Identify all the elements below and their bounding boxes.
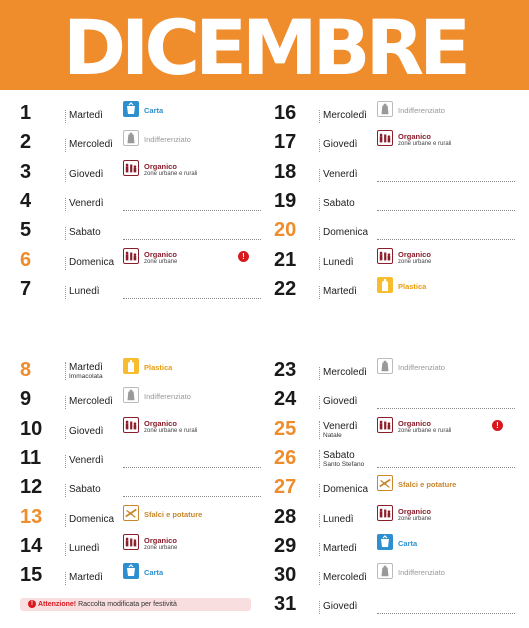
weekday-label: Martedì — [69, 110, 103, 121]
weekday-name — [319, 169, 357, 182]
month-title: DICEMBRE — [62, 3, 467, 90]
waste-type-label: Indifferenziato — [398, 363, 445, 372]
day-number: 1 — [20, 102, 32, 124]
day-row — [274, 99, 524, 128]
day-row — [20, 385, 270, 414]
trash-bag-icon — [123, 130, 139, 146]
day-row — [274, 561, 524, 590]
weekday-label: Sabato — [323, 197, 355, 209]
weekday-label: Lunedì — [69, 285, 100, 297]
day-row — [274, 532, 524, 561]
waste-type-label: Organico — [144, 418, 177, 428]
trash-bag-icon — [377, 358, 393, 374]
weekday-label: Lunedì — [69, 542, 100, 554]
trash-bag-icon — [377, 101, 393, 117]
day-row — [20, 187, 270, 216]
weekday-label: Giovedì — [69, 425, 104, 437]
day-number: 24 — [274, 388, 297, 411]
weekday-name — [319, 543, 357, 556]
day-row — [20, 99, 270, 128]
day-number: 30 — [274, 564, 297, 587]
day-number: 8 — [20, 359, 32, 381]
organic-bin-icon — [123, 160, 139, 176]
week-column-dec-1-7 — [20, 99, 270, 309]
day-row — [274, 503, 524, 532]
organic-bin-icon — [123, 534, 139, 550]
paper-bin-icon — [377, 534, 393, 550]
day-number: 31 — [274, 593, 297, 616]
organic-bin-icon — [377, 505, 393, 521]
weekday-name — [65, 484, 101, 497]
day-row — [20, 561, 270, 590]
warning-icon: ! — [238, 251, 249, 262]
waste-type-label: Indifferenziato — [398, 106, 445, 115]
weekday-name — [319, 110, 367, 123]
day-number: 25 — [274, 417, 297, 440]
zone-label: zone urbane e rurali — [398, 427, 452, 434]
empty-collection-line — [377, 408, 515, 409]
weekday-label: Venerdì — [323, 168, 358, 180]
waste-type-label: Plastica — [398, 281, 427, 291]
empty-collection-line — [123, 298, 261, 299]
weekday-label: Sabato — [69, 484, 101, 496]
day-number: 5 — [20, 219, 32, 242]
day-number: 13 — [20, 505, 43, 528]
waste-type-label: Carta — [398, 538, 418, 548]
day-row — [274, 246, 524, 275]
empty-collection-line — [377, 181, 515, 182]
day-row — [274, 128, 524, 157]
waste-type-label: Organico — [144, 161, 177, 171]
waste-type-label: Sfalci e potature — [144, 509, 203, 519]
day-row — [20, 128, 270, 157]
weekday-label: Venerdì — [69, 454, 104, 466]
weekday-name — [319, 367, 367, 380]
day-number: 20 — [274, 219, 297, 242]
day-row — [20, 356, 270, 385]
waste-type-label: Carta — [144, 568, 164, 578]
weekday-name — [65, 110, 103, 123]
zone-label: zone urbane — [398, 515, 432, 522]
weekday-name — [319, 139, 357, 152]
waste-type-label: Organico — [144, 535, 177, 545]
empty-collection-line — [123, 239, 261, 240]
weekday-label: Domenica — [69, 513, 115, 525]
weekday-label: Domenica — [323, 484, 369, 496]
plastic-bottle-icon — [377, 277, 393, 293]
empty-collection-line — [123, 467, 261, 468]
day-row — [274, 415, 524, 444]
empty-collection-line — [123, 210, 261, 211]
waste-type-label: Carta — [144, 106, 164, 115]
paper-bin-icon — [123, 101, 139, 117]
waste-type-label: Organico — [398, 132, 431, 142]
day-number: 15 — [20, 564, 43, 587]
weekday-name — [65, 572, 103, 585]
day-number: 21 — [274, 248, 297, 271]
holiday-name: Natale — [323, 431, 342, 439]
paper-bin-icon — [123, 563, 139, 579]
weekday-label: Martedì — [323, 285, 357, 297]
weekday-name — [65, 169, 103, 182]
day-number: 3 — [20, 160, 32, 183]
weekday-name — [319, 421, 357, 439]
weekday-label: Sabato — [69, 227, 101, 239]
weekday-name — [65, 514, 114, 527]
day-row — [274, 187, 524, 216]
weekday-name — [65, 426, 103, 439]
zone-label: zone urbane — [144, 544, 178, 551]
day-row — [274, 444, 524, 473]
weekday-name — [65, 198, 103, 211]
zone-label: zone urbane — [398, 258, 432, 265]
warning-icon: ! — [492, 420, 503, 431]
waste-type-label: Organico — [398, 249, 431, 259]
organic-bin-icon — [377, 130, 393, 146]
day-number: 6 — [20, 248, 32, 271]
organic-bin-icon — [377, 248, 393, 264]
day-number: 11 — [20, 446, 42, 469]
empty-collection-line — [123, 496, 261, 497]
weekday-label: Martedì — [69, 362, 103, 373]
weekday-label: Domenica — [323, 227, 369, 239]
waste-type-label: Indifferenziato — [398, 568, 445, 578]
weekday-label: Mercoledì — [323, 572, 367, 584]
waste-type-label: Indifferenziato — [144, 135, 191, 145]
weekday-label: Martedì — [323, 542, 357, 554]
trash-bag-icon — [123, 387, 139, 403]
waste-type-label: Indifferenziato — [144, 392, 191, 402]
weekday-name — [65, 227, 101, 240]
week-column-dec-8-15 — [20, 356, 270, 596]
weekday-label: Mercoledì — [69, 396, 113, 408]
day-number: 28 — [274, 505, 297, 528]
weekday-name — [319, 514, 354, 527]
weekday-label: Giovedì — [69, 168, 104, 180]
organic-bin-icon — [377, 417, 393, 433]
weekday-name — [319, 601, 357, 614]
weekday-label: Giovedì — [323, 601, 358, 613]
weekday-label: Sabato — [323, 449, 355, 461]
weekday-name — [65, 286, 100, 299]
day-number: 10 — [20, 417, 43, 440]
weekday-name — [65, 543, 100, 556]
day-number: 27 — [274, 476, 297, 499]
day-number: 16 — [274, 102, 297, 124]
day-row — [20, 158, 270, 187]
day-number: 26 — [274, 446, 297, 469]
weekday-name — [319, 227, 368, 240]
weekday-name — [65, 362, 103, 380]
weekday-label: Giovedì — [323, 139, 358, 151]
weekday-name — [319, 484, 368, 497]
weekday-name — [319, 572, 367, 585]
note-label: Attenzione! — [38, 601, 77, 608]
day-row — [274, 385, 524, 414]
day-row — [20, 415, 270, 444]
day-number: 7 — [20, 277, 32, 300]
week-column-dec-23-31 — [274, 356, 524, 626]
warning-icon: ! — [28, 600, 36, 608]
garden-shears-icon — [377, 475, 393, 491]
weekday-name — [65, 455, 103, 468]
day-number: 18 — [274, 160, 297, 183]
weekday-label: Lunedì — [323, 256, 354, 268]
note-text: Raccolta modificata per festività — [78, 601, 177, 608]
weekday-label: Mercoledì — [323, 110, 367, 121]
weekday-name — [319, 286, 357, 299]
zone-label: zone urbane e rurali — [144, 170, 198, 177]
empty-collection-line — [377, 239, 515, 240]
weekday-name — [319, 257, 354, 270]
day-number: 22 — [274, 277, 297, 300]
day-number: 14 — [20, 534, 43, 557]
weekday-name — [65, 396, 113, 409]
day-row — [274, 158, 524, 187]
day-number: 19 — [274, 189, 297, 212]
weekday-name — [319, 450, 364, 468]
weekday-label: Martedì — [69, 572, 103, 584]
plastic-bottle-icon — [123, 358, 139, 374]
waste-type-label: Plastica — [144, 363, 173, 372]
weekday-label: Venerdì — [69, 197, 104, 209]
empty-collection-line — [377, 613, 515, 614]
trash-bag-icon — [377, 563, 393, 579]
organic-bin-icon — [123, 248, 139, 264]
weekday-name — [65, 139, 113, 152]
day-row — [20, 275, 270, 304]
weekday-label: Mercoledì — [69, 139, 113, 151]
waste-type-label: Sfalci e potature — [398, 480, 457, 490]
day-row — [20, 473, 270, 502]
organic-bin-icon — [123, 417, 139, 433]
empty-collection-line — [377, 210, 515, 211]
weekday-label: Giovedì — [323, 396, 358, 408]
day-number: 4 — [20, 189, 32, 212]
zone-label: zone urbane — [144, 258, 178, 265]
day-row — [20, 246, 270, 275]
zone-label: zone urbane e rurali — [398, 141, 452, 148]
day-row — [274, 590, 524, 619]
day-number: 12 — [20, 476, 43, 499]
weekday-name — [65, 257, 114, 270]
weekday-name — [319, 198, 355, 211]
festivity-note — [20, 598, 251, 611]
garden-shears-icon — [123, 505, 139, 521]
waste-type-label: Organico — [398, 418, 431, 428]
day-row — [274, 356, 524, 385]
week-column-dec-16-22 — [274, 99, 524, 309]
weekday-label: Domenica — [69, 256, 115, 268]
holiday-name: Immacolata — [69, 373, 103, 380]
holiday-name: Santo Stefano — [323, 460, 365, 468]
day-row — [20, 503, 270, 532]
day-number: 29 — [274, 534, 297, 557]
month-header — [0, 0, 529, 90]
day-row — [20, 444, 270, 473]
weekday-name — [319, 396, 357, 409]
day-row — [20, 532, 270, 561]
day-row — [20, 216, 270, 245]
day-number: 2 — [20, 131, 32, 154]
day-number: 17 — [274, 131, 297, 154]
day-row — [274, 275, 524, 304]
waste-type-label: Organico — [398, 506, 431, 516]
empty-collection-line — [377, 467, 515, 468]
weekday-label: Lunedì — [323, 513, 354, 525]
day-number: 23 — [274, 359, 297, 381]
zone-label: zone urbane e rurali — [144, 427, 198, 434]
weekday-label: Venerdì — [323, 420, 358, 432]
day-row — [274, 216, 524, 245]
weekday-label: Mercoledì — [323, 367, 367, 378]
waste-type-label: Organico — [144, 249, 177, 259]
day-number: 9 — [20, 388, 32, 411]
day-row — [274, 473, 524, 502]
